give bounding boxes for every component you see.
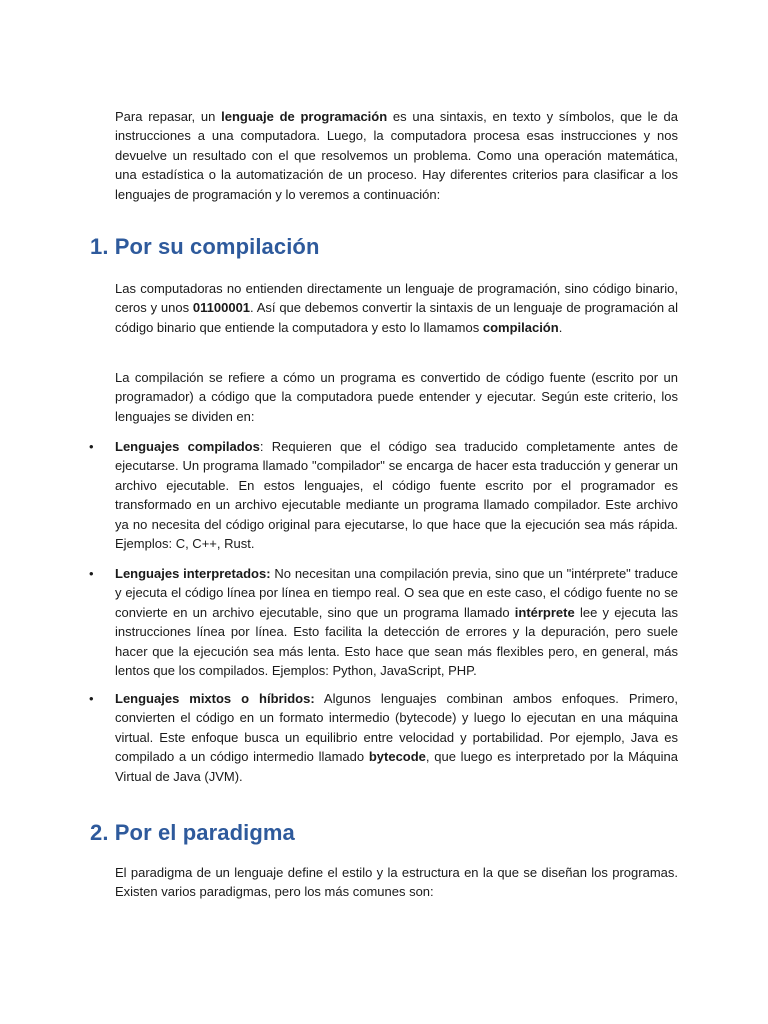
section1-paragraph-1 xyxy=(115,279,678,337)
list-item-body-1: Algunos lenguajes combinan ambos enfoques. Primero, convierten el código en un formato intermedio (bytecode) y luego lo ejecutan en una máquina virtual. Este enfoque busca un equilibrio entre velocidad y portabilidad. Por ejemplo, Java es compilado a un código intermedio llamado xyxy=(115,691,678,765)
list-item-bold-interprete: intérprete xyxy=(514,604,575,620)
section1-heading: 1. Por su compilación xyxy=(90,234,320,259)
list-item-term: Lenguajes interpretados: xyxy=(115,566,271,581)
list-item-body-2: , que luego es interpretado por la Máquina Virtual de Java (JVM). xyxy=(115,749,678,784)
s1p1-binary: 01100001 xyxy=(192,300,251,316)
list-item-body: : Requieren que el código sea traducido completamente antes de ejecutarse. Un programa llamado "compilador" se encarga de hacer esta traducción y generar un archivo ejecutable. En estos lenguajes, el código fuente escrito por el programador es transformado en un archivo ejecutable mediante un programa llamado compilador. Este archivo ya no necesita del código original para ejecutarse, lo que hace que la ejecución sea más rápida. Ejemplos: C, C++, Rust. xyxy=(115,439,678,552)
intro-text-2: es una sintaxis, en texto y símbolos, que le da instrucciones a una computadora. Luego, la computadora procesa esas instrucciones y nos devuelve un resultado con el que resolvemos un problema. Como una operación matemática, una estadística o la automatización de un proceso. Hay diferentes criterios para clasificar a los lenguajes de programación y lo veremos a continuación: xyxy=(115,109,678,202)
list-item-body-2: lee y ejecuta las instrucciones línea por línea. Esto facilita la detección de errores y la depuración, pero suele hacer que la ejecución sea más lenta. Esto hace que sean más flexibles pero, en general, más lentos que los compilados. Ejemplos: Python, JavaScript, PHP. xyxy=(115,604,678,679)
intro-bold-term: lenguaje de programación xyxy=(221,109,388,124)
list-item-bold-bytecode: bytecode xyxy=(368,749,426,765)
s1p1-text-3: . xyxy=(558,319,563,335)
list-item-body-1: No necesitan una compilación previa, sino que un "intérprete" traduce y ejecuta el código línea por línea en tiempo real. O sea que en este caso, el código fuente no se convierte en un archivo ejecutable, sino que un programa llamado xyxy=(115,566,678,620)
intro-text-1: Para repasar, un xyxy=(115,109,222,124)
intro-paragraph xyxy=(115,107,678,204)
list-item-term: Lenguajes mixtos o híbridos: xyxy=(115,691,315,706)
section2-paragraph-1: El paradigma de un lenguaje define el estilo y la estructura en la que se diseñan los programas. Existen varios paradigmas, pero los más comunes son: xyxy=(115,865,678,900)
section1-paragraph-2: La compilación se refiere a cómo un programa es convertido de código fuente (escrito por un programador) a código que la computadora puede entender y ejecutar. Según este criterio, los lenguajes se dividen en: xyxy=(115,370,678,424)
list-item-text xyxy=(115,564,678,680)
list-item-term: Lenguajes compilados xyxy=(115,439,260,454)
s1p1-compilacion: compilación xyxy=(482,319,559,335)
s1p1-text-2: . Así que debemos convertir la sintaxis de un lenguaje de programación al código binario que entiende la computadora y esto lo llamamos xyxy=(115,300,678,335)
list-item-text xyxy=(115,437,678,553)
section2-heading: 2. Por el paradigma xyxy=(90,820,295,845)
list-item-text xyxy=(115,689,678,786)
s1p1-text-1: Las computadoras no entienden directamente un lenguaje de programación, sino código binario, ceros y unos xyxy=(115,281,678,316)
bullet: • xyxy=(89,691,94,706)
bullet: • xyxy=(89,566,94,581)
bullet: • xyxy=(89,439,94,454)
